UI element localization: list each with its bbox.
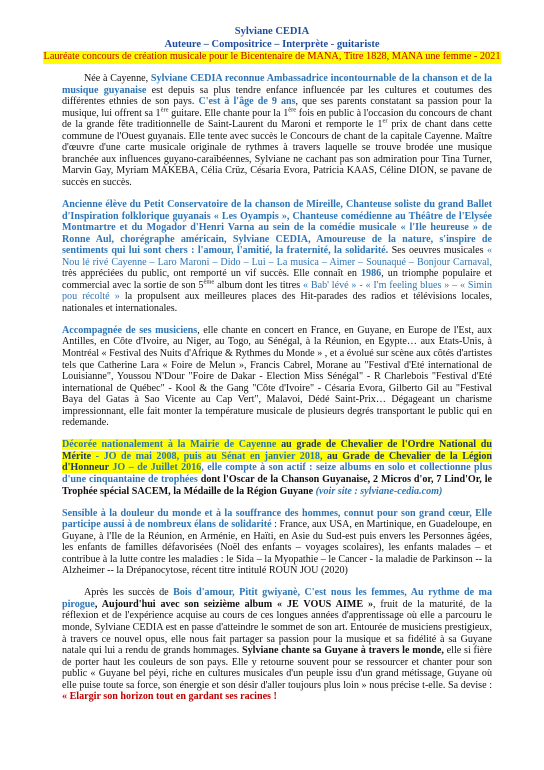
ambassador-phrase: Sylviane CEDIA reconnue Ambassadrice incontournable de la chanson et de la musique guyanaise <box>62 73 492 96</box>
hit-titles: « Bab' lévé » - « I'm feeling blues » – « Simin pou récolté » <box>62 279 493 303</box>
paragraph-album: Après les succès de Bois d'amour, Pitit gwiyanè, C'est nous les femmes, Au rythme de ma pirogue, Aujourd'hui avec son seizième album « JE VOUS AIME », fruit de la maturité, de la réflexion et de l'expérience acquise au cours de ces longues années d'apprentissage où elle a parcouru le monde, Sylviane CEDIA est en passe d'atteindre le sommet de son art. Entourée de musiciens prestigieux, à travers ce nouvel opus, elle nous fait partager sa passion pour la musique et sa fidélité à sa Guyane natale qui lui a rendu de grands hommages. Sylviane chante sa Guyane à travers le monde, elle si fière de porter haut les couleurs de son pays. Elle y retourne souvent pour se ressourcer et chanter pour son public « Guyane bel péyi, riche en cultures musicales d'un peuple issu d'un grand métissage, Guyane où elle puise toute sa force, son énergie et son désir d'aller toujours plus loin » nous précise t-elle. Sa devise : « Elargir son horizon tout en gardant ses racines ! <box>62 587 493 703</box>
paragraph-concerts: Accompagnée de ses musiciens, elle chante en concert en France, en Guyane, en Europe de l'Est, aux Antilles, en Côte d'Ivoire, au Niger, au Togo, au Sénégal, à la Réunion, en Egypte… aux Etats-Unis, à Montréal « Festival des Nuits d'Afrique & Rythmes du Monde » , et a évolué sur scène aux côtés d'artistes tels que Catherine Lara « Foire de Melun », Francis Cabrel, Morane au "Festival d'Eté international de Louisianne", Youssou N'Dour "Foire de Dakar - Election Miss Sénégal" - R Charlebois "Festival d'Eté international de Québec" - Kool & the Gang "Côte d'Ivoire" - Césaria Evora, Gilberto Gil au "Festival Baya del Gatas à Sao Vicente au Cap Vert", Malavoi, Dédé Saint-Prix… Dégageant un charisme impressionnant, elle fait monter la température musicale de plusieurs degrés transportant le public qui en redemande. <box>62 324 492 429</box>
paragraph-solidarity: Sensible à la douleur du monde et à la souffrance des hommes, connut pour son grand cœur, Elle participe aussi à de nombreux élans de solidarité : France, aux USA, en Martinique, en Guadeloupe, en Guyane, à l'Ile de la Réunion, en Arménie, en Haïti, en Asie du Sud-est puis envers les Personnes âgées, les enfants de familles défavorisées (Noël des enfants – voyages scolaires), les enfants malades – et contribue à la lutte contre les maladies : le Sida – la Myopathie – le Cancer - la maladie de Parkinson -- la Alzheimer -- la Drépanocytose, récent titre intitulé ROUN JOU (2020) <box>62 507 492 577</box>
paragraph-honours: Décorée nationalement à la Mairie de Cayenne au grade de Chevalier de l'Ordre National du Mérite - JO de mai 2008, puis au Sénat en janvier 2018, au Grade de Chevalier de la Légion d'Honneur JO – de Juillet 2016, elle compte à son actif : seize albums en solo et collectionne plus d'une cinquantaine de trophées dont l'Oscar de la Chanson Guyanaise, 2 Micros d'or, 7 Lind'Or, le Trophée spécial SACEM, la Médaille de la Région Guyane (voir site : sylviane-cedia.com) <box>62 439 493 497</box>
motto: « Elargir son horizon tout en gardant ses racines ! <box>62 691 277 703</box>
website-note: (voir site : sylviane-cedia.com) <box>313 485 443 497</box>
artist-roles: Auteure – Compositrice – Interprète - guitariste <box>164 38 380 50</box>
artist-name: Sylviane CEDIA <box>234 26 310 37</box>
award-line: Lauréate concours de création musicale pour le Bicentenaire de MANA, Titre 1828, MANA une femme - 2021 <box>43 51 501 62</box>
paragraph-career: Ancienne élève du Petit Conservatoire de la chanson de Mireille, Chanteuse soliste du grand Ballet d'Inspiration folklorique guyanais « Les Oyampis », Chanteuse comédienne au Théâtre de l'Elysée Montmartre et du Mogador d'Henri Varna au sein de la comédie musicale « l'Ile heureuse » de Ronne Aul, chorégraphe américain, Sylviane CEDIA, Amoureuse de la nature, s'inspire de sentiments qui lui sont chers : l'amour, l'amitié, la fraternité, la solidarité. Ses oeuvres musicales « Nou lé rivé Cayenne – Laro Maroni – Dido – Lui – La musica – Aimer – Sounaqué – Bonjour Carnaval, très appréciées du public, ont remporté un vif succès. Elle connaît en 1986, un triomphe populaire et commercial avec la sortie de son 5ème album dont les titres « Bab' lévé » - « I'm feeling blues » – « Simin pou récolté » la propulsent aux meilleures places des Hit-parades des radios et télévisions locales, nationales et internationales. <box>62 198 493 314</box>
document-header <box>0 26 544 64</box>
song-titles: « Nou lé rivé Cayenne – Laro Maroni – Dido – Lui – La musica – Aimer – Sounaqué – Bonjour Carnaval, <box>62 245 492 268</box>
trophy-list: dont l'Oscar de la Chanson Guyanaise, 2 Micros d'or, 7 Lind'Or, le Trophée spécial SACEM, la Médaille de la Région Guyane <box>62 474 492 497</box>
biography-body <box>62 73 492 713</box>
paragraph-birth: Née à Cayenne, Sylviane CEDIA reconnue Ambassadrice incontournable de la chanson et de la musique guyanaise est depuis sa plus tendre enfance influencée par les cultures et coutumes des différentes ethnies de son pays. C'est à l'âge de 9 ans, que ses parents constatant sa passion pour la musique, lui offrent sa 1ère guitare. Elle chante pour la 1ère fois en public à l'occasion du concours de chant de la grande fête traditionnelle de Saint-Laurent du Maroni et remporte le 1er prix de chant dans cette commune de l'Ouest guyanais. Elle tente avec succès le Concours de chant de la capitale Cayenne. Maître d'œuvre d'une carte musicale originale de rythmes à travers laquelle se trouve brodée une musique branchée aux influences guyano-caraïbéennes, Sylviane ne cachant pas son admiration pour Tina Turner, Marvin Gay, Myriam MAKEBA, Célia Crüz, Césaria Evora, Patricia KAAS, Céline DION, se pavane de succès en succès. <box>62 73 492 188</box>
